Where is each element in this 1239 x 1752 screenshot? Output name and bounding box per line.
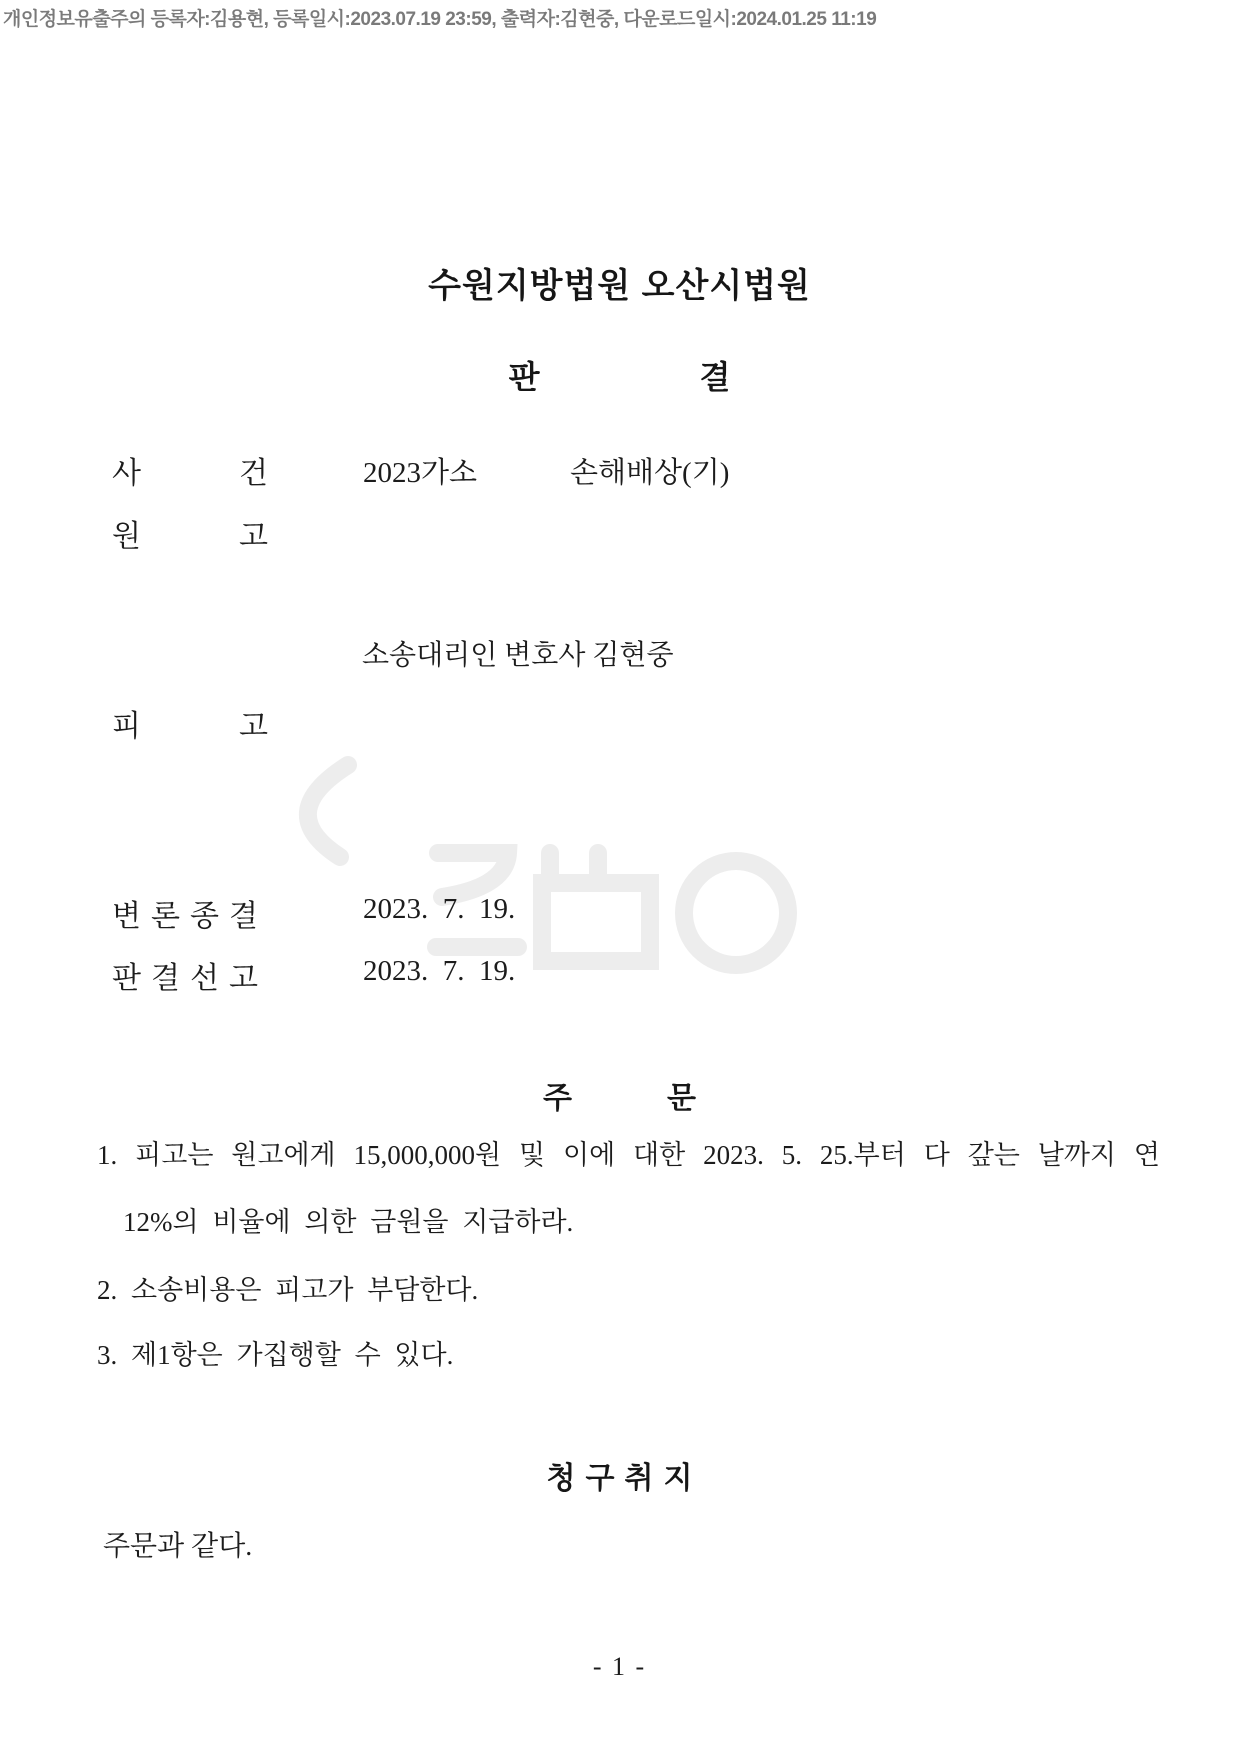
order-item-1: 1. 피고는 원고에게 15,000,000원 및 이에 대한 2023. 5. 25.부터 다 갚는 날까지 연 12%의 비율에 의한 금원을 지급하라. <box>97 1140 1160 1237</box>
judgment-heading: 판결 <box>508 359 891 395</box>
watermark-box <box>542 883 650 961</box>
case-number: 2023가소 <box>363 457 478 489</box>
watermark-stroke-1 <box>438 853 508 897</box>
judgment-date: 2023. 7. 19. <box>363 955 516 987</box>
case-name: 손해배상(기) <box>570 457 730 489</box>
watermark-stroke-3 <box>550 853 598 877</box>
claim-heading: 청구취지 <box>546 1462 703 1495</box>
court-name-title: 수원지방법원 오산시법원 <box>428 267 811 305</box>
order-item-3: 3. 제1항은 가집행할 수 있다. <box>97 1340 454 1370</box>
watermark-arc <box>308 765 348 857</box>
claim-text: 주문과 같다. <box>103 1531 253 1562</box>
page-number: - 1 - <box>592 1652 647 1681</box>
privacy-warning-banner: 개인정보유출주의 등록자:김용현, 등록일시:2023.07.19 23:59, 출력자:김현중, 다운로드일시:2024.01.25 11:19 <box>3 9 877 30</box>
hearing-closed-date: 2023. 7. 19. <box>363 893 516 925</box>
watermark-circle <box>684 861 788 965</box>
case-label: 사건 <box>112 457 366 490</box>
watermark <box>250 755 810 985</box>
plaintiff-label: 원고 <box>112 520 366 553</box>
judgment-date-label: 판결선고 <box>112 962 268 995</box>
hearing-closed-label: 변론종결 <box>112 900 268 933</box>
plaintiff-representative: 소송대리인 변호사 김현중 <box>362 640 674 671</box>
defendant-label: 피고 <box>112 710 366 743</box>
order-heading: 주문 <box>543 1082 791 1115</box>
order-item-2: 2. 소송비용은 피고가 부담한다. <box>97 1275 479 1305</box>
